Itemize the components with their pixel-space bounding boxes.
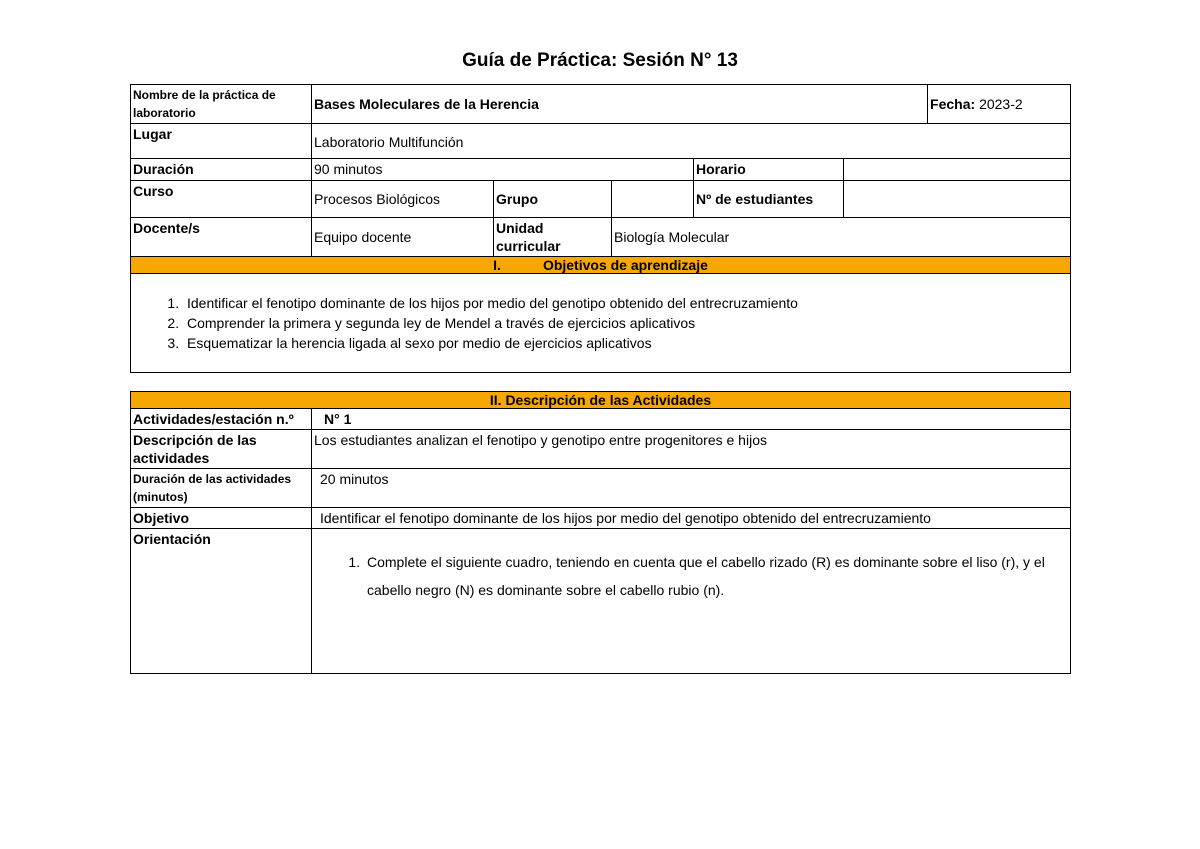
objective-item: 2. Comprender la primera y segunda ley de Mendel a través de ejercicios aplicativos bbox=[183, 313, 1067, 333]
objective-item: 3. Esquematizar la herencia ligada al sexo por medio de ejercicios aplicativos bbox=[183, 333, 1067, 353]
objectives-list bbox=[133, 293, 1067, 353]
fecha-cell bbox=[928, 85, 1071, 124]
page-title: Guía de Práctica: Sesión N° 13 bbox=[462, 50, 738, 71]
practice-info-table bbox=[130, 84, 1071, 373]
duracion-value: 90 minutos bbox=[312, 159, 694, 181]
fecha-value: 2023-2 bbox=[979, 96, 1023, 112]
activities-table bbox=[130, 391, 1071, 674]
section-title: Objetivos de aprendizaje bbox=[542, 257, 708, 273]
nombre-label: Nombre de la práctica de laboratorio bbox=[131, 85, 312, 124]
grupo-value bbox=[612, 181, 694, 218]
docente-value: Equipo docente bbox=[312, 218, 494, 257]
lugar-label: Lugar bbox=[131, 124, 312, 159]
duracion-actividades-label: Duración de las actividades (minutos) bbox=[131, 469, 312, 508]
lugar-value: Laboratorio Multifunción bbox=[312, 124, 1071, 159]
docente-label: Docente/s bbox=[131, 218, 312, 257]
estudiantes-value bbox=[844, 181, 1071, 218]
unidad-label: Unidad curricular bbox=[494, 218, 612, 257]
orientacion-list bbox=[314, 548, 1067, 604]
descripcion-label: Descripción de las actividades bbox=[131, 430, 312, 469]
orientacion-item: 1. Complete el siguiente cuadro, teniendo en cuenta que el cabello rizado (R) es dominante sobre el liso (r), y el cabello negro (N) es dominante sobre el cabello rubio (n). bbox=[364, 548, 1067, 604]
unidad-value: Biología Molecular bbox=[612, 218, 1071, 257]
actividad-value: N° 1 bbox=[312, 409, 1071, 430]
section-number: I. bbox=[493, 257, 501, 273]
descripcion-value: Los estudiantes analizan el fenotipo y genotipo entre progenitores e hijos bbox=[312, 430, 1071, 469]
estudiantes-label: Nº de estudiantes bbox=[694, 181, 844, 218]
horario-value bbox=[844, 159, 1071, 181]
fecha-label: Fecha: bbox=[930, 96, 976, 112]
objetivo-label: Objetivo bbox=[131, 508, 312, 529]
orientacion-cell bbox=[312, 529, 1071, 674]
duracion-label: Duración bbox=[131, 159, 312, 181]
orientacion-label: Orientación bbox=[131, 529, 312, 674]
objetivo-value: Identificar el fenotipo dominante de los hijos por medio del genotipo obtenido del entrecruzamiento bbox=[312, 508, 1071, 529]
horario-label: Horario bbox=[694, 159, 844, 181]
actividad-label: Actividades/estación n.º bbox=[131, 409, 312, 430]
nombre-value: Bases Moleculares de la Herencia bbox=[312, 85, 928, 124]
section-activities-header: II. Descripción de las Actividades bbox=[131, 392, 1071, 409]
grupo-label: Grupo bbox=[494, 181, 612, 218]
curso-label: Curso bbox=[131, 181, 312, 218]
section-objectives-header bbox=[131, 257, 1071, 274]
curso-value: Procesos Biológicos bbox=[312, 181, 494, 218]
duracion-actividades-value: 20 minutos bbox=[312, 469, 1071, 508]
objective-item: 1. Identificar el fenotipo dominante de los hijos por medio del genotipo obtenido del entrecruzamiento bbox=[183, 293, 1067, 313]
objectives-cell bbox=[131, 274, 1071, 373]
